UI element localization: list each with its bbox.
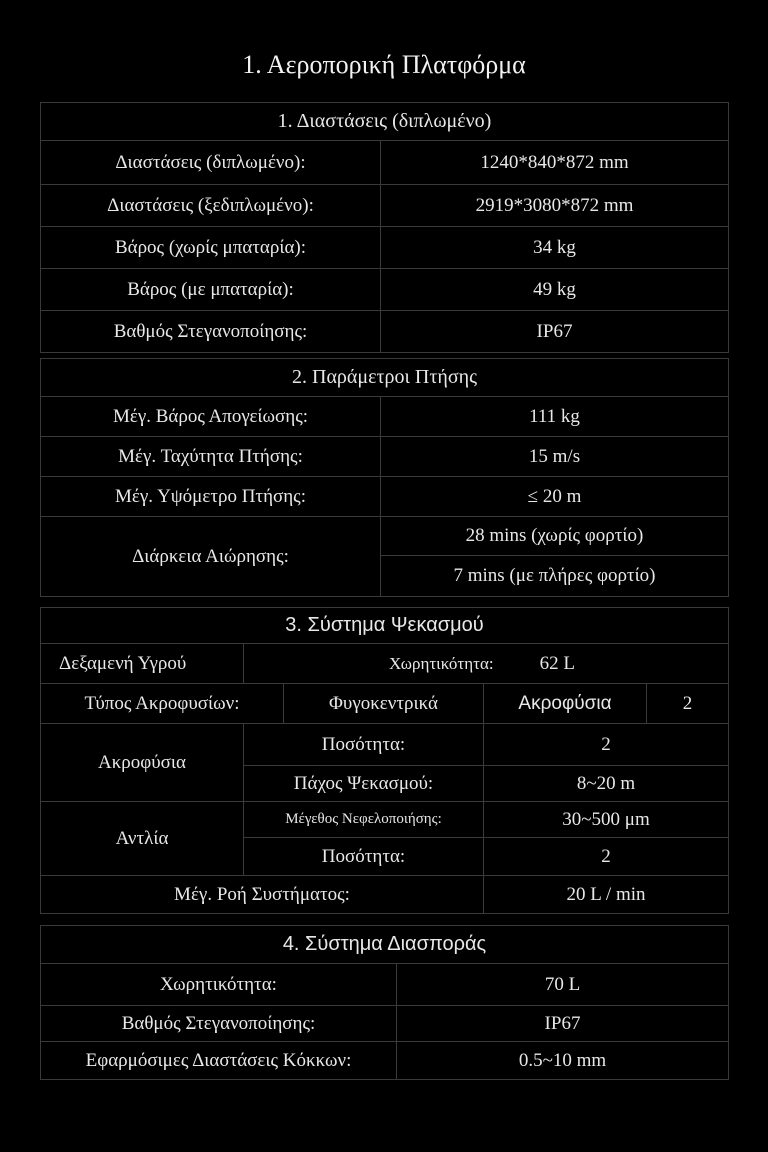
- spray-width-value: 8~20 m: [484, 766, 729, 802]
- spec-value: 111 kg: [381, 397, 729, 437]
- nozzles-label: Ακροφύσια: [41, 724, 244, 802]
- spec-label: Διαστάσεις (ξεδιπλωμένο):: [41, 185, 381, 227]
- spec-value: 7 mins (με πλήρες φορτίο): [381, 556, 729, 597]
- droplet-size-label: Μέγεθος Νεφελοποιήσης:: [244, 802, 484, 838]
- nozzle-type-sublabel: Ακροφύσια: [484, 684, 647, 724]
- section-header: 1. Διαστάσεις (διπλωμένο): [41, 103, 729, 141]
- spec-value: 1240*840*872 mm: [381, 141, 729, 185]
- nozzle-type-count: 2: [647, 684, 729, 724]
- spec-value: 49 kg: [381, 269, 729, 311]
- spec-label: Βάρος (με μπαταρία):: [41, 269, 381, 311]
- section-header: 3. Σύστημα Ψεκασμού: [41, 608, 729, 644]
- spec-label: Εφαρμόσιμες Διαστάσεις Κόκκων:: [41, 1042, 397, 1080]
- spec-value: 0.5~10 mm: [397, 1042, 729, 1080]
- spec-label: Διάρκεια Αιώρησης:: [41, 517, 381, 597]
- pump-label: Αντλία: [41, 802, 244, 876]
- nozzle-type-value: Φυγοκεντρικά: [284, 684, 484, 724]
- spec-value: ≤ 20 m: [381, 477, 729, 517]
- spec-label: Διαστάσεις (διπλωμένο):: [41, 141, 381, 185]
- spec-value: 2919*3080*872 mm: [381, 185, 729, 227]
- spec-label: Χωρητικότητα:: [41, 964, 397, 1006]
- pump-qty-label: Ποσότητα:: [244, 838, 484, 876]
- spec-value: 15 m/s: [381, 437, 729, 477]
- tank-capacity-value: 62 L: [539, 652, 575, 674]
- spec-label: Μέγ. Υψόμετρο Πτήσης:: [41, 477, 381, 517]
- max-flow-label: Μέγ. Ροή Συστήματος:: [41, 876, 484, 914]
- spec-value: IP67: [381, 311, 729, 353]
- spreading-system-table: [40, 925, 729, 1080]
- nozzles-qty-value: 2: [484, 724, 729, 766]
- spec-label: Βαθμός Στεγανοποίησης:: [41, 311, 381, 353]
- spec-label: Βαθμός Στεγανοποίησης:: [41, 1006, 397, 1042]
- spec-label: Μέγ. Ταχύτητα Πτήσης:: [41, 437, 381, 477]
- tank-capacity-label: Χωρητικότητα:: [389, 653, 494, 673]
- pump-qty-value: 2: [484, 838, 729, 876]
- spray-width-label: Πάχος Ψεκασμού:: [244, 766, 484, 802]
- nozzle-type-label: Τύπος Ακροφυσίων:: [41, 684, 284, 724]
- page-title: 1. Αεροπορική Πλατφόρμα: [242, 50, 526, 79]
- section-header: 4. Σύστημα Διασποράς: [41, 926, 729, 964]
- spec-label: Βάρος (χωρίς μπαταρία):: [41, 227, 381, 269]
- tank-label: Δεξαμενή Υγρού: [41, 644, 244, 684]
- flight-parameters-table: [40, 358, 729, 597]
- spray-system-table: [40, 607, 729, 914]
- spec-value: 70 L: [397, 964, 729, 1006]
- spec-value: 34 kg: [381, 227, 729, 269]
- dimensions-table: [40, 102, 729, 353]
- max-flow-value: 20 L / min: [484, 876, 729, 914]
- spec-value: IP67: [397, 1006, 729, 1042]
- nozzles-qty-label: Ποσότητα:: [244, 724, 484, 766]
- spec-label: Μέγ. Βάρος Απογείωσης:: [41, 397, 381, 437]
- droplet-size-value: 30~500 μm: [484, 802, 729, 838]
- spec-value: 28 mins (χωρίς φορτίο): [381, 517, 729, 556]
- section-header: 2. Παράμετροι Πτήσης: [41, 359, 729, 397]
- tank-capacity: [244, 644, 729, 684]
